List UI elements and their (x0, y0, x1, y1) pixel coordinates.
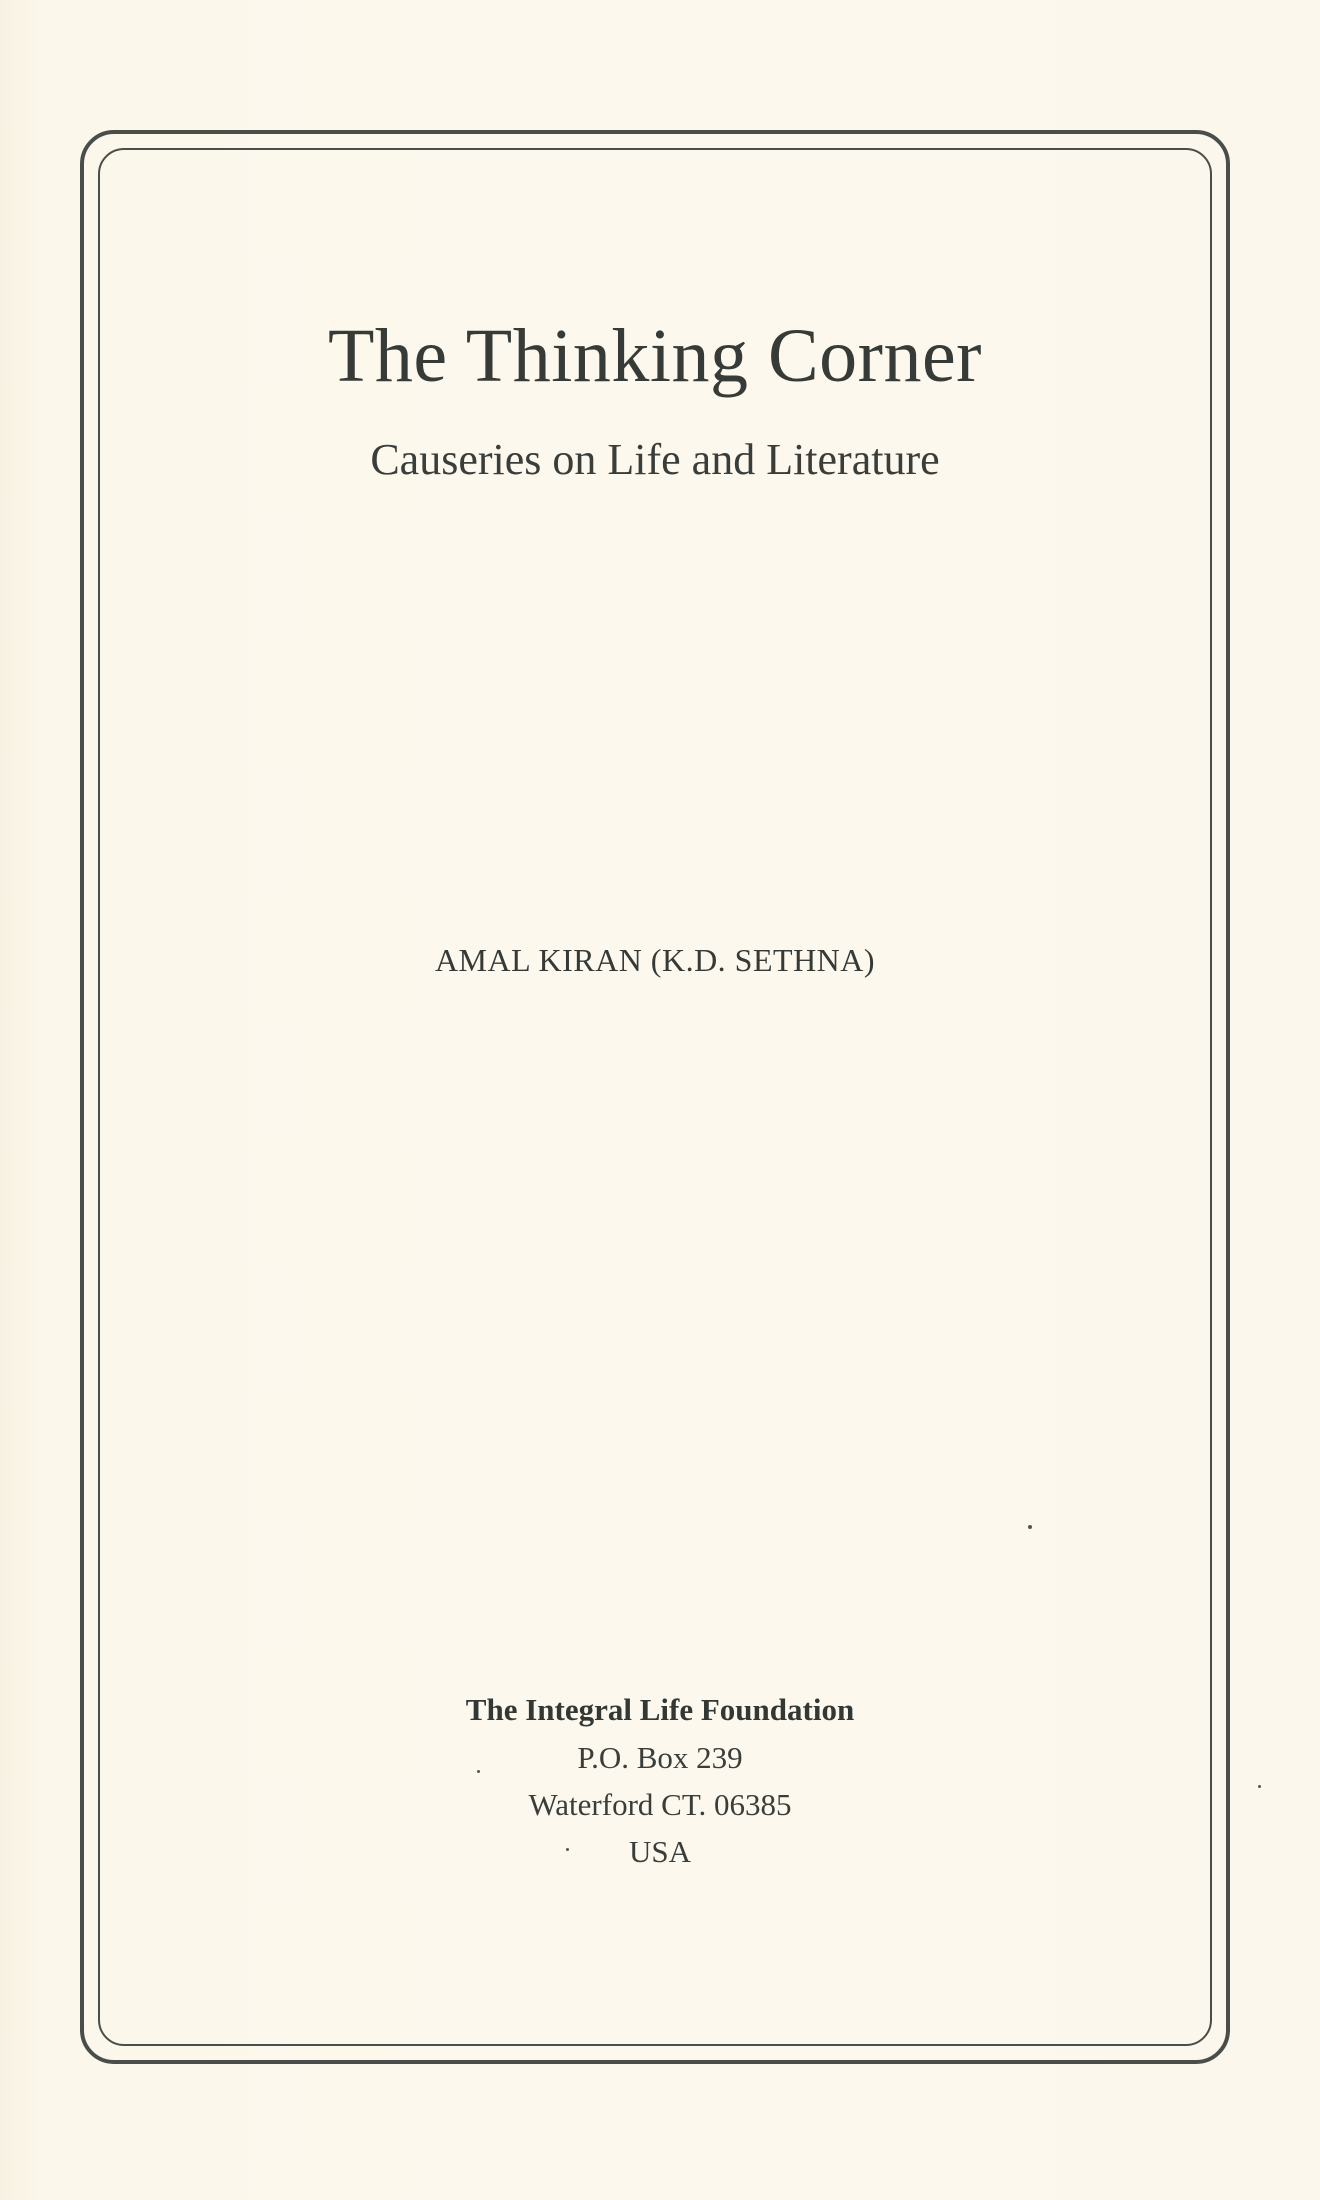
publisher-name: The Integral Life Foundation (465, 1692, 855, 1727)
publisher-address-line-2: Waterford CT. 06385 (528, 1787, 792, 1822)
paper-speck (1258, 1785, 1261, 1788)
paper-speck (1028, 1525, 1032, 1529)
book-subtitle: Causeries on Life and Literature (370, 435, 940, 484)
author-name: AMAL KIRAN (K.D. SETHNA) (434, 942, 876, 978)
publisher-address-line-1: P.O. Box 239 (577, 1740, 743, 1775)
publisher-address-line-3: USA (628, 1834, 691, 1869)
paper-speck (477, 1770, 480, 1773)
book-title: The Thinking Corner (328, 314, 982, 398)
paper-speck (566, 1848, 569, 1851)
